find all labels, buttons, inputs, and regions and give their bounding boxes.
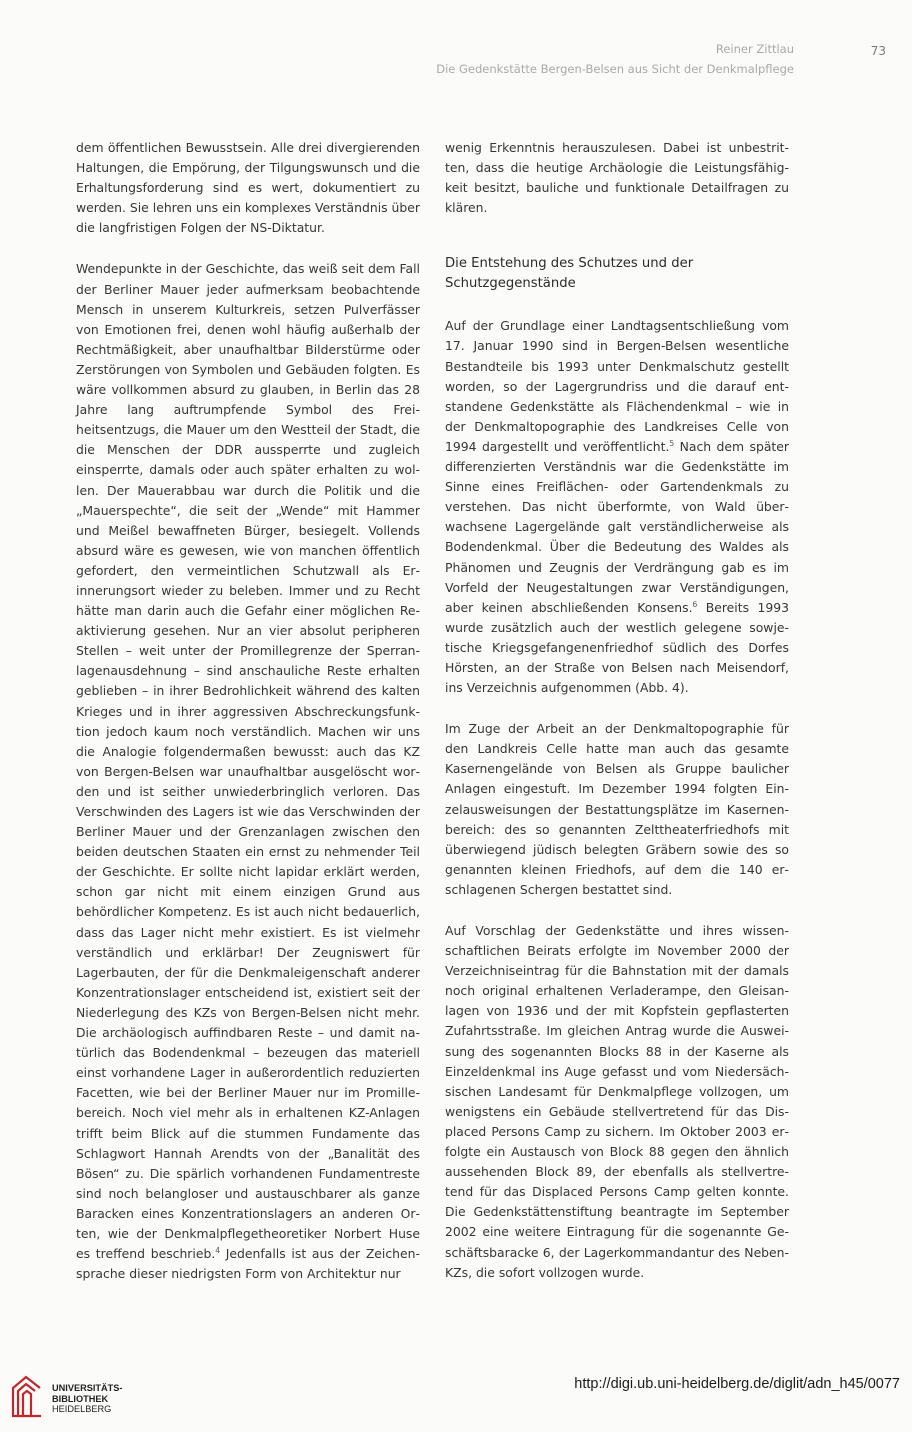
library-logo-icon bbox=[10, 1374, 44, 1418]
paragraph bbox=[445, 316, 789, 698]
left-column bbox=[76, 138, 420, 1305]
right-column bbox=[445, 138, 789, 1304]
paragraph: dem öffentlichen Bewusstsein. Alle drei divergierenden Haltungen, die Empörung, der Tilgungswunsch und die Erhaltungsforderung sind es wert, dokumentiert zu werden. Sie lehren uns ein komplexes Verständnis über die langfristigen Folgen der NS-Diktatur. bbox=[76, 140, 420, 236]
library-name-line: UNIVERSITÄTS- bbox=[52, 1383, 123, 1393]
paragraph bbox=[76, 259, 420, 1284]
library-name-line: HEIDELBERG bbox=[52, 1404, 112, 1414]
page-number: 73 bbox=[870, 44, 886, 58]
running-header-title: Die Gedenkstätte Bergen-Belsen aus Sicht der Denkmalpflege bbox=[436, 62, 794, 76]
permalink-url[interactable]: http://digi.ub.uni-heidelberg.de/diglit/adn_h45/0077 bbox=[574, 1376, 900, 1392]
paragraph-text: Bereits 1993 wurde zusätzlich auch der westlich gelegene sowjetische Kriegsgefangenenfriedhof südlich des Dorfes Hörsten, an der Straße von Belsen nach Meisendorf, ins Verzeichnis aufgenommen (Abb. 4). bbox=[445, 599, 789, 696]
paragraph: wenig Erkenntnis herauszulesen. Dabei ist unbestritten, dass die heutige Archäologie die Leistungsfähigkeit besitzt, bauliche und funktionale Detailfragen zu klären. bbox=[445, 140, 789, 216]
paragraph-text: Jedenfalls ist aus der Zeichensprache dieser niedrigsten Form von Architektur nur bbox=[76, 1246, 420, 1282]
footnote-ref[interactable]: 4 bbox=[215, 1246, 221, 1256]
footnote-ref[interactable]: 6 bbox=[692, 599, 698, 609]
digitization-footer bbox=[0, 1366, 912, 1432]
library-name bbox=[52, 1383, 122, 1415]
section-heading-line: Die Entstehung des Schutzes und der bbox=[445, 256, 694, 272]
footnote-ref[interactable]: 5 bbox=[669, 438, 675, 448]
paragraph: Auf Vorschlag der Gedenkstätte und ihres wissenschaftlichen Beirats erfolgte im November 2000 der Verzeichniseintrag für die Bahnstation mit der damals noch original erhaltenen Verladerampe, den Gleisanlagen von 1936 und der mit Kopfstein gepflasterten Zufahrtsstraße. Im gleichen Antrag wurde die Ausweisung des sogenannten Blocks 88 in der Kaserne als Einzeldenkmal ins Auge gefasst und vom Niedersächsischen Landesamt für Denkmalpflege vollzogen, um wenigstens ein Gebäude stellvertretend für das Displaced Persons Camp zu sichern. Im Oktober 2003 erfolgte ein Austausch von Block 88 gegen den ähnlich aussehenden Block 89, der ebenfalls als stellvertretend für das Displaced Persons Camp gelten konnte. Die Gedenkstättenstiftung beantragte im September 2002 eine weitere Eintragung für die sogenannte Geschäftsbaracke 6, der Lagerkommandantur des Neben-KZs, die sofort vollzogen wurde. bbox=[445, 923, 789, 1280]
paragraph: Im Zuge der Arbeit an der Denkmaltopographie für den Landkreis Celle hatte man auch das gesamte Kasernengelände von Belsen als Gruppe baulicher Anlagen eingestuft. Im Dezember 1994 folgten Einzelausweisungen der Bestattungsplätze im Kasernenbereich: des so genannten Zelttheaterfriedhofs mit überwiegend jüdisch belegten Gräbern sowie des so genannten kleinen Friedhofs, auf dem die 140 erschlagenen Schergen bestattet sind. bbox=[445, 721, 789, 897]
library-name-line: BIBLIOTHEK bbox=[52, 1393, 109, 1404]
paragraph-text: Auf der Grundlage einer Landtagsentschließung vom 17. Januar 1990 sind in Bergen-Belsen wesentliche Bestandteile bis 1993 unter Denkmalschutz gestellt worden, so der Lagergrundriss und die darauf entstandene Gedenkstätte als Flächendenkmal – wie in der Denkmaltopographie des Landkreises Celle von 1994 dargestellt und veröffentlicht. bbox=[445, 318, 789, 454]
paragraph-text: Wendepunkte in der Geschichte, das weiß seit dem Fall der Berliner Mauer jeder aufmerksam beobachtende Mensch in unserem Kulturkreis, setzen Pulverfässer von Emotionen frei, denen wohl häufig außerhalb der Rechtmäßigkeit, aber unaufhaltbar Bilderstürme oder Zerstörungen von Symbolen und Gebäuden folgten. Es wäre vollkommen absurd zu glauben, in Berlin das 28 Jahre lang auftrumpfende Symbol des Freiheitsentzugs, die Mauer um den Westteil der Stadt, die die Menschen der DDR aussperrte und zugleich einsperrte, damals oder auch später erhalten zu wollen. Der Mauerabbau war durch die Politik und die „Mauerspechte“, die seit der „Wende“ mit Hammer und Meißel bewaffneten Bürger, besiegelt. Vollends absurd wäre es gewesen, wie von manchen öffentlich gefordert, den vermeintlichen Schutzwall als Erinnerungsort wieder zu beleben. Immer und zu Recht hätte man darin auch die Gefahr einer möglichen Reaktivierung gesehen. Nur an vier absolut peripheren Stellen – weit unter der Promillegrenze der Sperranlagenausdehnung – sind anschauliche Reste erhalten geblieben – in ihrer Bedrohlichkeit während des kalten Krieges und in ihrer aggressiven Abschreckungsfunktion jedoch kaum noch verständlich. Machen wir uns die Analogie folgendermaßen bewusst: auch das KZ von Bergen-Belsen war unaufhaltbar ausgelöscht worden und ist seither unwiederbringlich verloren. Das Verschwinden des Lagers ist wie das Verschwinden der Berliner Mauer und der Grenzanlagen zwischen den beiden deutschen Staaten ein ernst zu nehmender Teil der Geschichte. Er sollte nicht lapidar erklärt werden, schon gar nicht mit einem einzigen Grund aus behördlicher Kompetenz. Es ist auch nicht bedauerlich, dass das Lager nicht mehr existiert. Es ist vielmehr verständlich und erklärbar! Der Zeugniswert für Lagerbauten, der für die Denkmaleigenschaft anderer Konzentrationslager entscheidend ist, existiert seit der Niederlegung des KZs von Bergen-Belsen nicht mehr. Die archäologisch auffindbaren Reste – und damit natürlich das Bodendenkmal – bezeugen das materiell einst vorhandene Lager in außerordentlich reduzierten Facetten, wie bei der Berliner Mauer nur im Promillebereich. Noch viel mehr als in erhaltenen KZ-Anlagen trifft beim Blick auf die stummen Fundamente das Schlagwort Hannah Arendts von der „Banalität des Bösen“ zu. Die spärlich vorhandenen Fundamentreste sind noch belangloser und austauschbarer als ganze Baracken eines Konzentrationslagers an anderen Orten, wie der Denkmalpflegetheoretiker Norbert Huse es treffend beschrieb. bbox=[76, 261, 420, 1262]
running-header-author: Reiner Zittlau bbox=[715, 42, 794, 56]
paragraph-text: Nach dem später differenzierten Verständnis war die Gedenkstätte im Sinne eines Freiflächen- oder Gartendenkmals zu verstehen. Das nicht überformte, von Wald überwachsene Lagergelände galt verständlicherweise als Bodendenkmal. Über die Bedeutung des Waldes als Phänomen und Zeugnis der Verdrängung gab es im Vorfeld der Neugestaltungen zwar Verständigungen, aber keinen abschließenden Konsens. bbox=[445, 438, 790, 615]
section-heading bbox=[445, 254, 789, 294]
section-heading-line: Schutzgegenstände bbox=[445, 276, 576, 292]
